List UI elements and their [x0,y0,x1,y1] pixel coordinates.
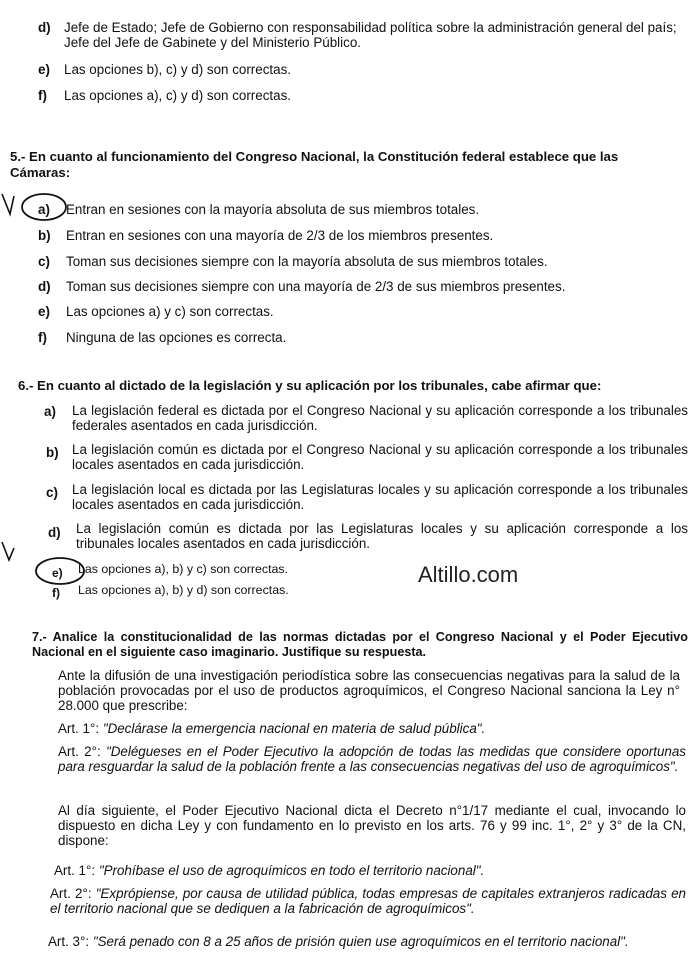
q6-option-c-text: La legislación local es dictada por las Legislaturas locales y su aplicación corresponde a los tribunales locales asentados en cada jurisdicción. [72,482,688,512]
decree-intro: Al día siguiente, el Poder Ejecutivo Nacional dicta el Decreto n°1/17 mediante el cual, invocando lo dispuesto en dicha Ley y con fundamento en lo previsto en los arts. 76 y 99 inc. 1°, 2° y 3° de la CN, dispone: [58,803,686,848]
decree-art-1: Art. 1°: "Prohíbase el uso de agroquímicos en todo el territorio nacional". [54,863,485,878]
q7-intro: Ante la difusión de una investigación periodística sobre las consecuencias negativas para la salud de la población provocadas por el uso de productos agroquímicos, el Congreso Nacional sanciona la Ley n° 28.000 que prescribe: [58,668,680,713]
question-6-title: 6.- En cuanto al dictado de la legislación y su aplicación por los tribunales, cabe afirmar que: [18,378,602,393]
q5-option-b-text: Entran en sesiones con una mayoría de 2/3 de los miembros presentes. [66,228,494,243]
q6-option-a-text: La legislación federal es dictada por el Congreso Nacional y su aplicación corresponde a los tribunales federales asentados en cada jurisdicción. [72,403,688,433]
q6-option-e-text: Las opciones a), b) y c) son correctas. [78,562,289,576]
decree-art-2: Art. 2°: "Exprópiense, por causa de utilidad pública, todas empresas de capitales extranjeros radicadas en el territorio nacional que se dediquen a la fabricación de agroquímicos". [50,886,686,916]
decree-art-3: Art. 3°: "Será penado con 8 a 25 años de prisión quien use agroquímicos en el territorio nacional". [48,934,629,949]
check-mark-q5 [2,194,14,214]
top-option-d-text: Jefe de Estado; Jefe de Gobierno con responsabilidad política sobre la administración general del país; Jefe del Jefe de Gabinete y del Ministerio Público. [64,20,677,50]
q6-option-f-text: Las opciones a), b) y d) son correctas. [78,583,289,597]
question-7-title: 7.- Analice la constitucionalidad de las normas dictadas por el Congreso Nacional y el Poder Ejecutivo Nacional en el siguiente caso imaginario. Justifique su respuesta. [32,630,688,659]
q5-option-a-text: Entran en sesiones con la mayoría absoluta de sus miembros totales. [66,202,480,217]
top-option-f-text: Las opciones a), c) y d) son correctas. [64,88,291,103]
top-option-e-text: Las opciones b), c) y d) son correctas. [64,62,291,77]
q5-option-e-text: Las opciones a) y c) son correctas. [66,304,274,319]
watermark: Altillo.com [418,562,519,587]
law-art-1: Art. 1°: "Declárase la emergencia nacional en materia de salud pública". [58,721,486,736]
q6-option-b-text: La legislación común es dictada por el Congreso Nacional y su aplicación corresponde a los tribunales locales asentados en cada jurisdicción. [72,442,688,472]
q5-option-d-text: Toman sus decisiones siempre con una mayoría de 2/3 de sus miembros presentes. [66,279,566,294]
q5-option-c-text: Toman sus decisiones siempre con la mayoría absoluta de sus miembros totales. [66,254,548,269]
check-mark-q6 [2,542,14,560]
law-art-2: Art. 2°: "Delégueses en el Poder Ejecutivo la adopción de todas las medidas que considere oportunas para resguardar la salud de la población frente a las consecuencias negativas del uso de agroquímicos". [58,744,686,774]
q5-option-f-text: Ninguna de las opciones es correcta. [66,330,287,345]
q6-option-d-text: La legislación común es dictada por las Legislaturas locales y su aplicación corresponde a los tribunales locales asentados en cada jurisdicción. [76,521,688,551]
question-5-title: 5.- En cuanto al funcionamiento del Congreso Nacional, la Constitución federal establece que las Cámaras: [10,149,619,180]
